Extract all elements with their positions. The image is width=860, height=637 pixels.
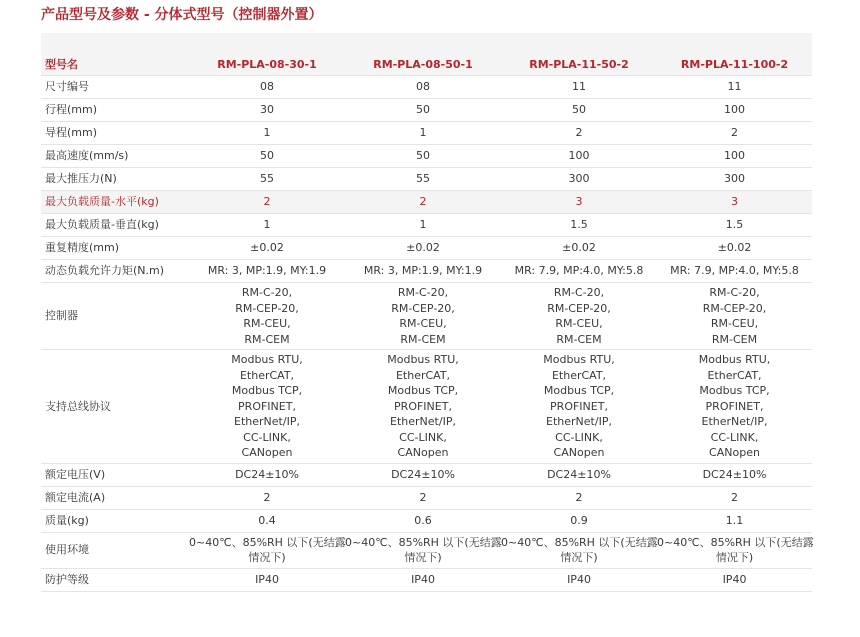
cell-value: 50	[345, 145, 501, 168]
cell-value: 100	[657, 99, 812, 122]
cell-value: 100	[501, 145, 657, 168]
row-label: 额定电流(A)	[41, 486, 189, 509]
cell-value	[345, 532, 501, 568]
page-title: 产品型号及参数 - 分体式型号（控制器外置）	[41, 7, 323, 23]
cell-value: ±0.02	[657, 237, 812, 260]
cell-value: 2	[189, 486, 345, 509]
cell-value: 2	[501, 122, 657, 145]
row-label: 尺寸编号	[41, 76, 189, 99]
cell-value: 08	[189, 76, 345, 99]
cell-value: 50	[189, 145, 345, 168]
row-label: 重复精度(mm)	[41, 237, 189, 260]
cell-value: 2	[501, 486, 657, 509]
row-label: 行程(mm)	[41, 99, 189, 122]
table-row-controller	[41, 283, 812, 350]
cell-line: CC-LINK,	[710, 430, 759, 444]
cell-value: 100	[657, 145, 812, 168]
table-row	[41, 99, 812, 122]
cell-line: EtherCAT,	[707, 368, 762, 382]
cell-line: Modbus TCP,	[543, 384, 615, 397]
cell-value: 11	[501, 76, 657, 99]
row-label: 最大负载质量-水平(kg)	[41, 191, 189, 214]
cell-line: RM-C-20,	[553, 286, 605, 299]
cell-line: EtherNet/IP,	[390, 415, 456, 428]
table-row	[41, 568, 812, 591]
cell-value: 08	[345, 76, 501, 99]
table-row-highlighted	[41, 191, 812, 214]
cell-line: RM-CEM	[556, 332, 602, 346]
model-name: RM-PLA-11-100-2	[657, 54, 812, 76]
cell-value	[501, 532, 657, 568]
cell-value: 55	[189, 168, 345, 191]
cell-line: RM-CEM	[711, 332, 758, 346]
cell-line: RM-CEU,	[243, 317, 291, 330]
cell-value: 2	[657, 486, 812, 509]
cell-line: CANopen	[709, 446, 760, 459]
cell-value: ±0.02	[189, 237, 345, 260]
cell-line: RM-C-20,	[397, 286, 449, 299]
cell-line: Modbus RTU,	[543, 353, 615, 366]
table-row	[41, 463, 812, 486]
cell-line: 0~40℃、85%RH 以下(无结露	[501, 535, 658, 549]
cell-value: ±0.02	[345, 237, 501, 260]
cell-value	[657, 283, 812, 350]
row-label: 最高速度(mm/s)	[41, 145, 189, 168]
cell-line: 情况下)	[715, 551, 754, 564]
cell-line: RM-CEP-20,	[391, 301, 455, 315]
cell-value: MR: 3, MP:1.9, MY:1.9	[189, 260, 345, 283]
cell-line: EtherCAT,	[239, 368, 295, 382]
cell-value: 2	[345, 486, 501, 509]
cell-value: 2	[189, 191, 345, 214]
cell-value: DC24±10%	[189, 463, 345, 486]
cell-value: DC24±10%	[345, 463, 501, 486]
cell-line: 0~40℃、85%RH 以下(无结露	[189, 535, 346, 549]
cell-line: CANopen	[397, 446, 449, 459]
table-row-environment	[41, 532, 812, 568]
cell-line: RM-CEU,	[399, 317, 447, 330]
cell-value: 1	[189, 214, 345, 237]
cell-value: 1	[345, 214, 501, 237]
cell-line: 情况下)	[404, 551, 442, 564]
cell-value	[657, 532, 812, 568]
cell-value: MR: 7.9, MP:4.0, MY:5.8	[501, 260, 657, 283]
cell-value: 55	[345, 168, 501, 191]
cell-line: EtherCAT,	[395, 368, 451, 382]
cell-line: CC-LINK,	[399, 430, 447, 444]
table-top-band	[41, 33, 812, 54]
cell-value: 0.9	[501, 509, 657, 532]
cell-value: 3	[501, 191, 657, 214]
cell-line: EtherNet/IP,	[701, 415, 768, 428]
cell-value: 1	[345, 122, 501, 145]
cell-value: IP40	[501, 568, 657, 591]
cell-line: RM-CEU,	[555, 317, 603, 330]
cell-value: 50	[501, 99, 657, 122]
row-label: 防护等级	[41, 568, 189, 591]
cell-value: 30	[189, 99, 345, 122]
row-label: 最大负载质量-垂直(kg)	[41, 214, 189, 237]
header-label: 型号名	[41, 54, 189, 76]
cell-value	[501, 350, 657, 464]
cell-line: EtherNet/IP,	[546, 415, 612, 428]
cell-value: IP40	[657, 568, 812, 591]
cell-value	[189, 532, 345, 568]
cell-line: Modbus RTU,	[231, 353, 303, 366]
cell-line: RM-C-20,	[709, 286, 760, 299]
cell-value: 0.4	[189, 509, 345, 532]
cell-value	[189, 283, 345, 350]
cell-value	[345, 350, 501, 464]
cell-line: 0~40℃、85%RH 以下(无结露	[345, 535, 502, 549]
cell-line: Modbus TCP,	[699, 384, 770, 397]
cell-value: IP40	[345, 568, 501, 591]
cell-value: 2	[657, 122, 812, 145]
row-label: 使用环境	[41, 532, 189, 568]
cell-line: CC-LINK,	[555, 430, 603, 444]
spec-table	[41, 54, 812, 592]
cell-line: RM-CEM	[244, 332, 290, 346]
table-row	[41, 260, 812, 283]
cell-value	[189, 350, 345, 464]
cell-line: PROFINET,	[394, 399, 452, 413]
cell-line: RM-CEP-20,	[702, 301, 767, 315]
cell-line: Modbus TCP,	[231, 384, 303, 397]
cell-line: RM-CEP-20,	[547, 301, 611, 315]
row-label: 质量(kg)	[41, 509, 189, 532]
cell-value: MR: 7.9, MP:4.0, MY:5.8	[657, 260, 812, 283]
row-label: 控制器	[41, 283, 189, 350]
cell-line: CANopen	[241, 446, 293, 459]
cell-value: DC24±10%	[501, 463, 657, 486]
cell-line: CC-LINK,	[243, 430, 291, 444]
table-row	[41, 76, 812, 99]
cell-value: MR: 3, MP:1.9, MY:1.9	[345, 260, 501, 283]
table-row	[41, 168, 812, 191]
cell-line: Modbus RTU,	[387, 353, 459, 366]
row-label: 动态负载允许力矩(N.m)	[41, 260, 189, 283]
model-name: RM-PLA-08-50-1	[345, 54, 501, 76]
table-row	[41, 214, 812, 237]
cell-value: 1	[189, 122, 345, 145]
cell-line: CANopen	[553, 446, 605, 459]
table-row	[41, 122, 812, 145]
model-name: RM-PLA-08-30-1	[189, 54, 345, 76]
cell-value: 0.6	[345, 509, 501, 532]
cell-value: ±0.02	[501, 237, 657, 260]
cell-value	[345, 283, 501, 350]
cell-value: 300	[501, 168, 657, 191]
table-row	[41, 145, 812, 168]
cell-line: PROFINET,	[705, 399, 764, 413]
cell-value: DC24±10%	[657, 463, 812, 486]
cell-value	[501, 283, 657, 350]
cell-line: RM-CEM	[400, 332, 446, 346]
table-row	[41, 237, 812, 260]
cell-line: EtherCAT,	[551, 368, 607, 382]
cell-line: RM-CEP-20,	[235, 301, 299, 315]
cell-value: 300	[657, 168, 812, 191]
cell-value: 1.5	[657, 214, 812, 237]
cell-line: PROFINET,	[550, 399, 608, 413]
cell-line: PROFINET,	[238, 399, 296, 413]
table-row	[41, 509, 812, 532]
row-label: 导程(mm)	[41, 122, 189, 145]
cell-value: 1.5	[501, 214, 657, 237]
table-row	[41, 486, 812, 509]
cell-value	[657, 350, 812, 464]
cell-line: Modbus TCP,	[387, 384, 459, 397]
cell-line: RM-CEU,	[710, 317, 759, 330]
cell-value: 11	[657, 76, 812, 99]
row-label: 最大推压力(N)	[41, 168, 189, 191]
cell-line: 情况下)	[248, 551, 286, 564]
cell-line: EtherNet/IP,	[234, 415, 300, 428]
cell-value: 2	[345, 191, 501, 214]
cell-value: 50	[345, 99, 501, 122]
cell-value: IP40	[189, 568, 345, 591]
cell-line: Modbus RTU,	[698, 353, 771, 366]
table-row-bus-protocol	[41, 350, 812, 464]
cell-value: 1.1	[657, 509, 812, 532]
cell-line: 0~40℃、85%RH 以下(无结露	[657, 535, 814, 549]
cell-line: RM-C-20,	[241, 286, 293, 299]
table-header-row	[41, 54, 812, 76]
row-label: 支持总线协议	[41, 350, 189, 464]
model-name: RM-PLA-11-50-2	[501, 54, 657, 76]
row-label: 额定电压(V)	[41, 463, 189, 486]
cell-value: 3	[657, 191, 812, 214]
cell-line: 情况下)	[560, 551, 598, 564]
